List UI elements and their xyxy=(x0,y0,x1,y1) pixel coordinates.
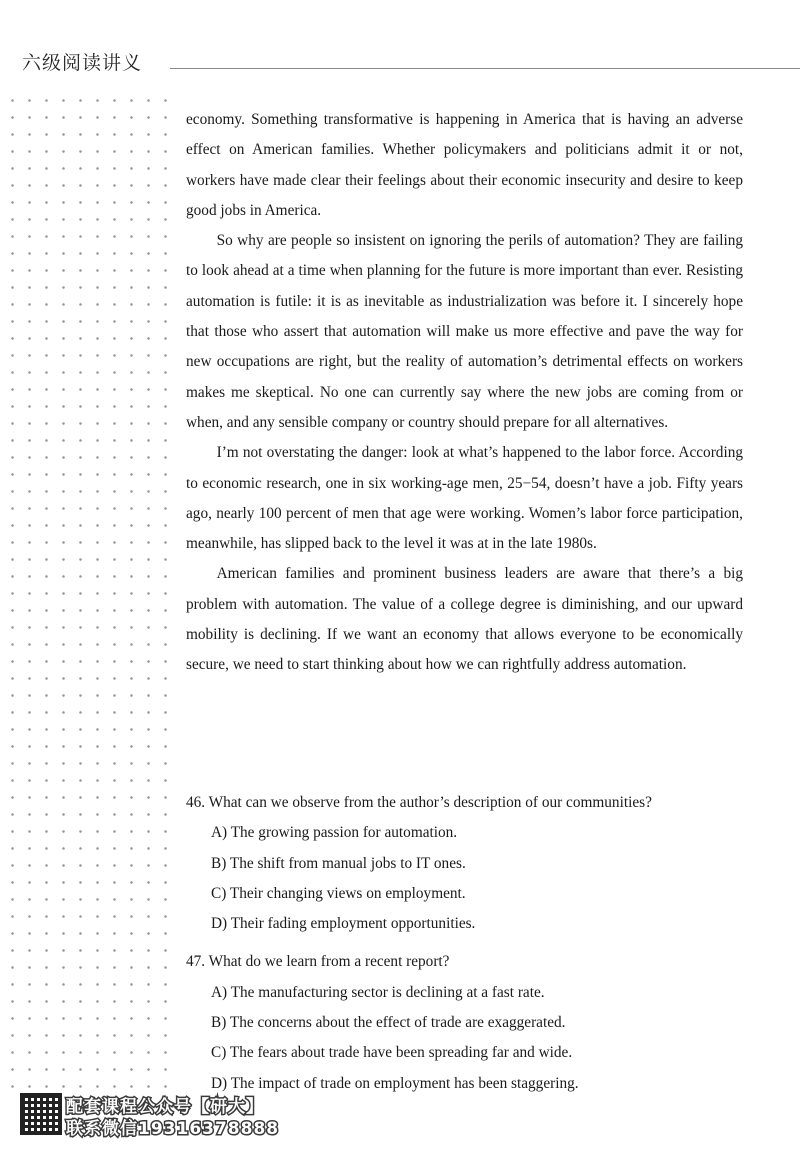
question-list xyxy=(186,788,743,1107)
dotted-margin-grid xyxy=(0,88,175,1088)
option-d: D) The impact of trade on employment has been staggering. xyxy=(211,1074,579,1092)
paragraph-1: economy. Something transformative is happening in America that is having an adverse effect on American families. Whether policymakers and politicians admit it or not, workers have made clear their feelings about their economic insecurity and desire to keep good jobs in America. xyxy=(186,111,743,219)
watermark-line-2: 联系微信19316378888 xyxy=(66,1119,280,1139)
question-stem: 46. What can we observe from the author’s description of our communities? xyxy=(186,794,652,811)
paragraph-4: American families and prominent business leaders are aware that there’s a big problem with automation. The value of a college degree is diminishing, and our upward mobility is declining. If we want an economy that allows everyone to be economically secure, we need to start thinking about how we can rightfully address automation. xyxy=(186,565,743,674)
watermark-stamp xyxy=(66,1096,279,1140)
option-b: B) The shift from manual jobs to IT ones. xyxy=(211,854,466,872)
question-stem: 47. What do we learn from a recent report? xyxy=(186,953,450,971)
question-47 xyxy=(186,947,743,1098)
option-c: C) The fears about trade have been spreading far and wide. xyxy=(211,1044,573,1062)
paragraph-3: I’m not overstating the danger: look at what’s happened to the labor force. According to economic research, one in six working-age men, 25−54, doesn’t have a job. Fifty years ago, nearly 100 percent of men that age were working. Women’s labor force participation, meanwhile, has slipped back to the level it was at in the late 1980s. xyxy=(186,444,743,553)
reading-passage xyxy=(186,105,743,681)
paragraph-2: So why are people so insistent on ignoring the perils of automation? They are failing to look ahead at a time when planning for the future is more important than ever. Resisting automation is futile: it is as inevitable as industrialization was before it. I sincerely hope that those who assert that automation will make us more effective and pave the way for new occupations are right, but the reality of automation’s detrimental effects on workers makes me skeptical. No one can currently say where the new jobs are coming from or when, and any sensible company or country should prepare for all alternatives. xyxy=(186,232,743,431)
option-c: C) Their changing views on employment. xyxy=(211,884,466,902)
option-a: A) The growing passion for automation. xyxy=(211,824,458,842)
option-list xyxy=(186,978,743,1099)
watermark-line-1: 配套课程公众号【研大】 xyxy=(66,1097,264,1117)
qr-code-icon xyxy=(20,1093,62,1135)
option-list xyxy=(186,818,743,939)
option-a: A) The manufacturing sector is declining at a fast rate. xyxy=(211,983,545,1001)
option-d: D) Their fading employment opportunities. xyxy=(211,915,476,933)
option-b: B) The concerns about the effect of trade are exaggerated. xyxy=(211,1014,566,1032)
question-46 xyxy=(186,788,743,939)
header-divider xyxy=(170,68,800,69)
page-header-title: 六级阅读讲义 xyxy=(22,52,143,74)
